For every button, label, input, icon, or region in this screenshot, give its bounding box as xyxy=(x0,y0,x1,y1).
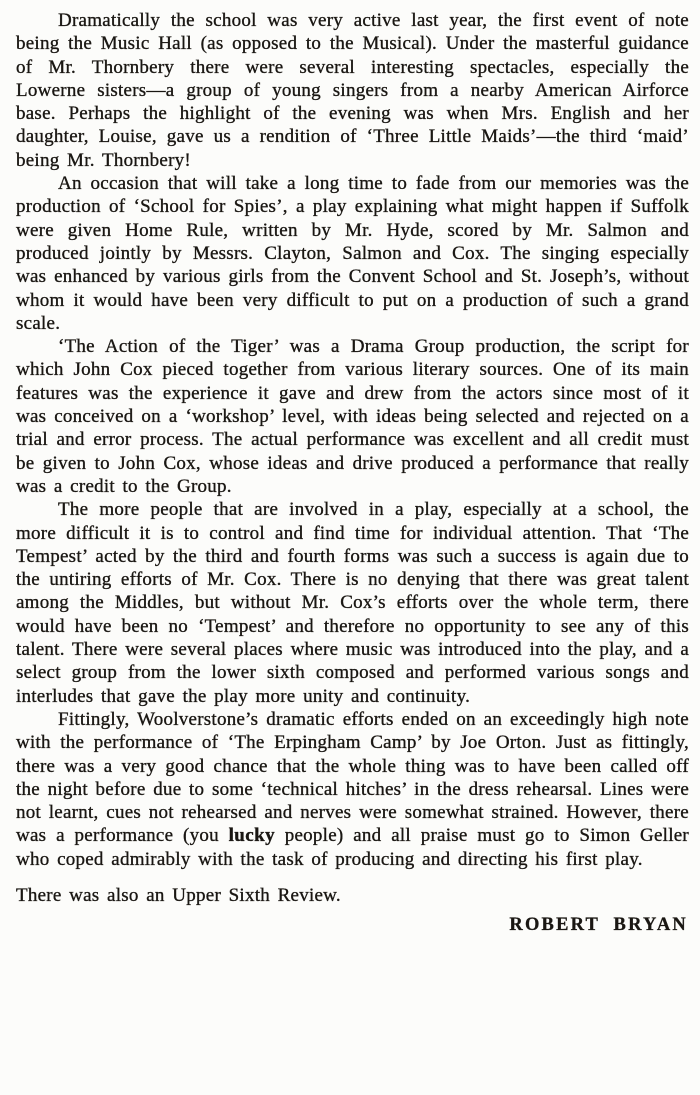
closing-line: There was also an Upper Sixth Review. xyxy=(16,884,341,906)
paragraph-erpingham-camp-text-after: people) and all praise must go to Simon Geller who coped admirably with the task of producing and directing his first play. xyxy=(16,825,689,870)
paragraph-school-for-spies: An occasion that will take a long time to fade from our memories was the production of ‘School for Spies’, a play explaining what might happen if Suffolk were given Home Rule, written by Mr. Hyde, scored by Mr. Salmon and produced jointly by Messrs. Clayton, Salmon and Cox. The singing especially was enhanced by various girls from the Convent School and St. Joseph’s, without whom it would have been very difficult to put on a production of such a grand scale. xyxy=(16,173,689,334)
paragraph-erpingham-camp-text-before: Fittingly, Woolverstone’s dramatic efforts ended on an exceedingly high note with the performance of ‘The Erpingham Camp’ by Joe Orton. Just as fittingly, there was a very good chance that the whole thing was to have been called off the night before due to some ‘technical hitches’ in the dress rehearsal. Lines were not learnt, cues not rehearsed and nerves were somewhat strained. However, there was a performance (you xyxy=(16,708,689,847)
paragraph-the-tempest: The more people that are involved in a play, especially at a school, the more difficult it is to control and find time for individual attention. That ‘The Tempest’ acted by the third and fourth forms was such a success is again due to the untiring efforts of Mr. Cox. There is no denying that there was great talent among the Middles, but without Mr. Cox’s efforts over the whole term, there would have been no ‘Tempest’ and therefore no opportunity to see any of this talent. There were several places where music was introduced into the play, and a select group from the lower sixth composed and performed various songs and interludes that gave the play more unity and continuity. xyxy=(16,499,689,707)
article-body xyxy=(16,9,689,937)
paragraph-erpingham-camp xyxy=(16,708,689,871)
author-byline: ROBERT BRYAN xyxy=(509,915,688,936)
paragraph-music-hall: Dramatically the school was very active last year, the first event of note being the Music Hall (as opposed to the Musical). Under the masterful guidance of Mr. Thornbery there were several interesting spectacles, especially the Lowerne sisters—a group of young singers from a nearby American Airforce base. Perhaps the highlight of the evening was when Mrs. English and her daughter, Louise, gave us a rendition of ‘Three Little Maids’—the third ‘maid’ being Mr. Thornbery! xyxy=(16,10,689,171)
bold-word-lucky: lucky xyxy=(228,825,275,847)
paragraph-action-of-the-tiger: ‘The Action of the Tiger’ was a Drama Group production, the script for which John Cox pieced together from various literary sources. One of its main features was the experience it gave and drew from the actors since most of it was conceived on a ‘workshop’ level, with ideas being selected and rejected on a trial and error process. The actual performance was excellent and all credit must be given to John Cox, whose ideas and drive produced a performance that really was a credit to the Group. xyxy=(16,336,689,497)
